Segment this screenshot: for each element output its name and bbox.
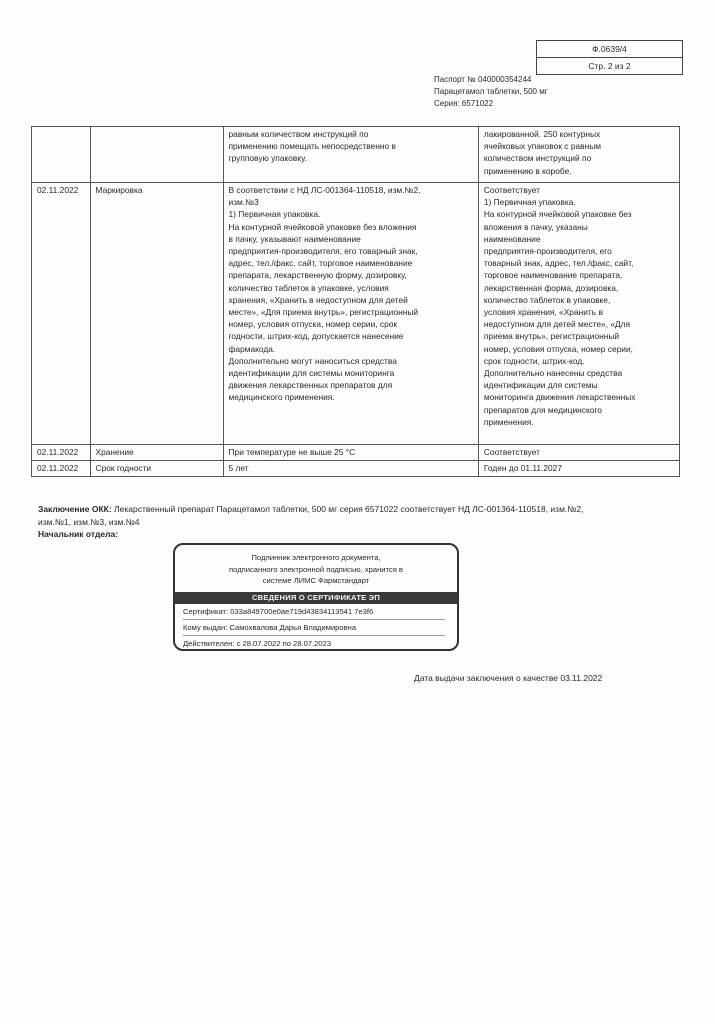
table-row <box>32 183 680 445</box>
passport-block <box>434 74 548 110</box>
quality-table <box>31 126 680 477</box>
conclusion-text: Лекарственный препарат Парацетамол таблетки, 500 мг серия 6571022 соответствует НД ЛС-001364-110518, изм.№2, изм.№1, изм.№3, изм.№4 <box>38 504 584 527</box>
table-row <box>32 445 680 461</box>
cell-date: 02.11.2022 <box>32 445 91 461</box>
cell-date: 02.11.2022 <box>32 183 91 445</box>
page-number: Стр. 2 из 2 <box>537 57 682 74</box>
table-row <box>32 461 680 477</box>
cell-indicator <box>90 127 223 183</box>
cell-indicator: Срок годности <box>90 461 223 477</box>
certificate-validity: Действителен: с 28.07.2022 по 28.07.2023 <box>183 639 332 648</box>
passport-product: Парацетамол таблетки, 500 мг <box>434 87 548 96</box>
certificate-owner: Кому выдан: Самохвалова Дарья Владимировна <box>183 620 445 636</box>
cell-indicator: Хранение <box>90 445 223 461</box>
issue-date: Дата выдачи заключения о качестве 03.11.2022 <box>414 673 603 683</box>
passport-number: Паспорт № 040000354244 <box>434 75 532 84</box>
stamp-intro-line: системе ЛИМС Фармстандарт <box>262 576 370 585</box>
cell-date: 02.11.2022 <box>32 461 91 477</box>
cell-requirement: В соответствии с НД ЛС-001364-110518, изм.№2, изм.№3 1) Первичная упаковка. На контурной ячейковой упаковке без вложения в пачку, указывают наименование предприятия-производителя, его товарный знак, адрес, тел./факс, сайт, торговое наименование препарата, лекарственную форму, дозировку, количество таблеток в упаковке, условия хранения, «Хранить в недоступном для детей месте», «Для приема внутрь», регистрационный номер, условия отпуска, номер серии, срок годности, штрих-код, допускается нанесение фармакода. Дополнительно могут наноситься средства идентификации для системы мониторинга движения лекарственных препаратов для медицинского применения. <box>223 183 478 445</box>
stamp-intro-line: подписанного электронной подписью, хранится в <box>229 564 403 574</box>
certificate-header: СВЕДЕНИЯ О СЕРТИФИКАТЕ ЭП <box>175 592 457 604</box>
cell-result: Соответствует 1) Первичная упаковка. На контурной ячейковой упаковке без вложения в пачку, указаны наименование предприятия-производителя, его товарный знак, адрес, тел./факс, сайт, торговое наименование препарата, лекарственная форма, дозировка, количество таблеток в упаковке, условия хранения, «Хранить в недоступном для детей месте», «Для приема внутрь», регистрационный номер, условия отпуска, номер серии, срок годности, штрих-код. Дополнительно нанесены средства идентификации для системы мониторинга движения лекарственных препаратов для медицинского применения. <box>478 183 679 445</box>
cell-date <box>32 127 91 183</box>
cell-requirement: равным количеством инструкций по применению помещать непосредственно в групповую упаковку. <box>223 127 478 183</box>
e-signature-stamp <box>173 543 459 651</box>
cell-result: лакированной. 250 контурных ячейковых упаковок с равным количеством инструкций по применению в коробе. <box>478 127 679 183</box>
passport-series: Серия: 6571022 <box>434 99 494 108</box>
cell-requirement: При температуре не выше 25 °С <box>223 445 478 461</box>
form-code-box <box>536 40 683 75</box>
department-head-label: Начальник отдела: <box>38 529 119 539</box>
stamp-intro <box>175 545 457 592</box>
conclusion <box>38 503 598 528</box>
conclusion-label: Заключение ОКК: <box>38 504 112 514</box>
cell-result: Соответствует <box>478 445 679 461</box>
cell-result: Годен до 01.11.2027 <box>478 461 679 477</box>
certificate-number: Сертификат: 033a849700e0ae719d43834113541 7e3f6 <box>183 604 445 620</box>
form-code: Ф.0639/4 <box>592 44 627 54</box>
cell-indicator: Маркировка <box>90 183 223 445</box>
stamp-intro-line: Подлинник электронного документа, <box>251 553 381 562</box>
cell-requirement: 5 лет <box>223 461 478 477</box>
table-row <box>32 127 680 183</box>
